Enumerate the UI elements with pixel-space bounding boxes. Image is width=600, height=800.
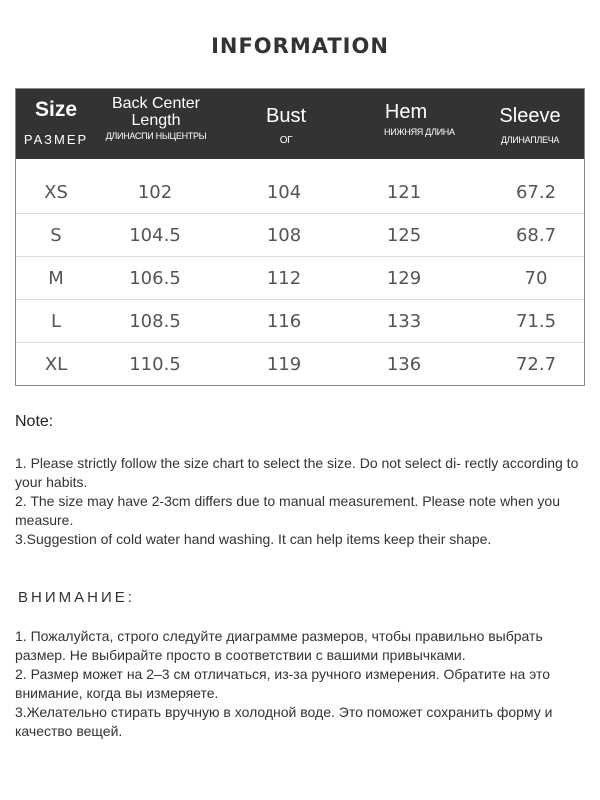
note-item-ru: 1. Пожалуйста, строго следуйте диаграмме размеров, чтобы правильно выбрать размер. Не выбирайте просто в соответствии с вашими привычками. (15, 628, 543, 663)
header-sleeve-label: Sleeve (499, 105, 561, 127)
notes-list-ru (15, 627, 585, 741)
table-row (16, 214, 584, 257)
cell-back-center-length: 110.5 (129, 354, 181, 375)
cell-back-center-length: 108.5 (129, 311, 181, 332)
size-chart-table (15, 88, 585, 386)
cell-bust: 119 (266, 354, 302, 375)
notes-heading: Note: (15, 413, 54, 430)
header-back-center-length (96, 89, 216, 159)
header-size (16, 89, 96, 159)
cell-bust: 108 (266, 225, 302, 246)
table-row (16, 171, 584, 214)
note-item: 1. Please strictly follow the size chart to select the size. Do not select di- rectly according to your habits. (15, 455, 579, 490)
cell-size: M (48, 268, 64, 289)
header-sleeve-label-ru: ДЛИНАПЛЕЧА (500, 135, 560, 145)
header-bust-label: Bust (265, 105, 307, 127)
cell-sleeve: 67.2 (515, 182, 557, 203)
cell-bust: 104 (266, 182, 302, 203)
header-bust-label-ru: ОГ (279, 135, 293, 146)
notes-heading-ru: ВНИМАНИЕ: (18, 589, 135, 606)
cell-bust: 112 (266, 268, 302, 289)
header-hem-label: Hem (384, 101, 428, 123)
header-back-center-length-label: Back Center Length (111, 95, 201, 129)
header-hem (336, 89, 476, 159)
note-item: 3.Suggestion of cold water hand washing. It can help items keep their shape. (15, 531, 492, 547)
cell-sleeve: 72.7 (515, 354, 557, 375)
cell-hem: 133 (386, 311, 422, 332)
cell-sleeve: 68.7 (515, 225, 557, 246)
cell-size: XS (44, 182, 68, 203)
header-size-label: Size (34, 98, 78, 121)
header-back-center-length-label-ru: ДЛИНАСПИ НЫЦЕНТРЫ (105, 131, 207, 141)
notes-list-en (15, 454, 585, 549)
cell-bust: 116 (266, 311, 302, 332)
cell-size: XL (44, 354, 68, 375)
header-hem-label-ru: НИЖНЯЯ ДЛИНА (384, 127, 455, 137)
cell-back-center-length: 106.5 (129, 268, 181, 289)
cell-size: L (50, 311, 62, 332)
note-item-ru: 3.Желательно стирать вручную в холодной воде. Это поможет сохранить форму и качество вещей. (15, 704, 553, 739)
table-row (16, 257, 584, 300)
table-row (16, 300, 584, 343)
note-item-ru: 2. Размер может на 2–3 см отличаться, из-за ручного измерения. Обратите на это внимание, когда вы измеряете. (15, 666, 551, 701)
header-bust (216, 89, 356, 159)
cell-back-center-length: 104.5 (129, 225, 181, 246)
header-size-label-ru: РАЗМЕР (23, 132, 89, 147)
cell-sleeve: 71.5 (515, 311, 557, 332)
cell-back-center-length: 102 (137, 182, 173, 203)
cell-hem: 129 (386, 268, 422, 289)
cell-sleeve: 70 (524, 268, 548, 289)
table-row (16, 343, 584, 386)
cell-size: S (50, 225, 62, 246)
cell-hem: 125 (386, 225, 422, 246)
cell-hem: 121 (386, 182, 422, 203)
page-title: INFORMATION (211, 34, 389, 58)
header-sleeve (476, 89, 584, 159)
cell-hem: 136 (386, 354, 422, 375)
table-header (16, 89, 584, 159)
note-item: 2. The size may have 2-3cm differs due to manual measurement. Please note when you measure. (15, 493, 561, 528)
